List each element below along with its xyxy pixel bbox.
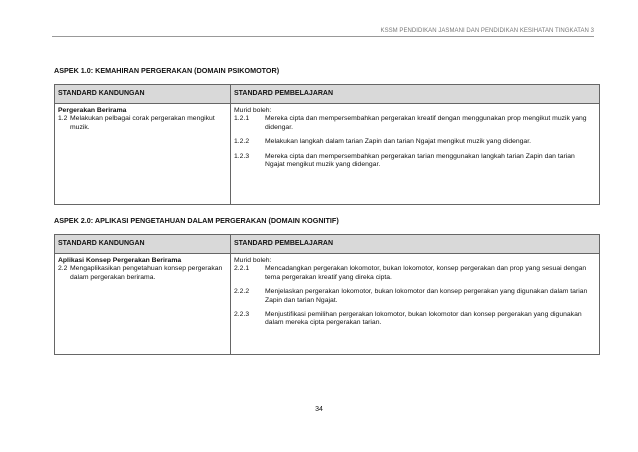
table-header-row: [55, 235, 600, 254]
aspect-2-title: ASPEK 2.0: APLIKASI PENGETAHUAN DALAM PERGERAKAN (DOMAIN KOGNITIF): [54, 216, 339, 225]
item-number: 1.2.3: [234, 152, 250, 160]
item-number: 1.2.2: [234, 138, 250, 146]
header-divider: [52, 36, 594, 37]
pembelajaran-intro: Murid boleh:: [234, 257, 272, 264]
pembelajaran-item: [234, 311, 596, 328]
header-standard-kandungan: STANDARD KANDUNGAN: [55, 85, 231, 104]
header-standard-pembelajaran: STANDARD PEMBELAJARAN: [231, 85, 600, 104]
aspect-1-table: [54, 84, 600, 205]
pembelajaran-cell: [231, 254, 600, 355]
aspect-2-table: [54, 234, 600, 355]
page-number: 34: [315, 406, 323, 413]
pembelajaran-cell: [231, 104, 600, 205]
item-text: Menjustifikasi pemilihan pergerakan lokomotor, bukan lokomotor dan konsep pergerakan yang digunakan dalam mereka cipta pergerakan tarian.: [265, 311, 582, 327]
item-number: 2.2.2: [234, 288, 250, 296]
running-header: KSSM PENDIDIKAN JASMANI DAN PENDIDIKAN KESIHATAN TINGKATAN 3: [380, 28, 594, 34]
item-number: 1.2.1: [234, 115, 250, 123]
kandungan-cell: [55, 254, 231, 355]
aspect-1-title: ASPEK 1.0: KEMAHIRAN PERGERAKAN (DOMAIN PSIKOMOTOR): [54, 66, 280, 75]
item-text: Mencadangkan pergerakan lokomotor, bukan lokomotor, konsep pergerakan dan prop yang sesuai dengan tema pergerakan kreatif yang direka cipta.: [265, 265, 587, 281]
kandungan-text: Mengaplikasikan pengetahuan konsep pergerakan dalam pergerakan berirama.: [70, 265, 223, 281]
kandungan-cell: [55, 104, 231, 205]
kandungan-title: Aplikasi Konsep Pergerakan Berirama: [58, 257, 182, 264]
table-row: [55, 254, 600, 355]
kandungan-item: [58, 265, 227, 282]
item-text: Mereka cipta dan mempersembahkan pergerakan tarian menggunakan langkah tarian Zapin dan tarian Ngajat mengikut muzik yang didengar.: [265, 152, 575, 169]
kandungan-item: [58, 115, 227, 132]
table-row: [55, 104, 600, 205]
pembelajaran-item: [234, 115, 596, 132]
header-standard-kandungan: STANDARD KANDUNGAN: [55, 235, 231, 254]
item-text: Mereka cipta dan mempersembahkan pergerakan kreatif dengan menggunakan prop mengikut muzik yang didengar.: [265, 115, 587, 131]
kandungan-number: 2.2: [58, 265, 68, 273]
item-text: Melakukan langkah dalam tarian Zapin dan tarian Ngajat mengikut muzik yang didengar.: [265, 138, 531, 146]
kandungan-text: Melakukan pelbagai corak pergerakan mengikut muzik.: [70, 115, 215, 131]
item-number: 2.2.3: [234, 311, 250, 319]
header-standard-pembelajaran: STANDARD PEMBELAJARAN: [231, 235, 600, 254]
pembelajaran-item: [234, 138, 596, 146]
pembelajaran-intro: Murid boleh:: [234, 107, 272, 114]
pembelajaran-item: [234, 265, 596, 282]
item-text: Menjelaskan pergerakan lokomotor, bukan lokomotor dan konsep pergerakan yang digunakan dalam tarian Zapin dan tarian Ngajat.: [265, 288, 588, 304]
table-header-row: [55, 85, 600, 104]
kandungan-number: 1.2: [58, 115, 68, 123]
kandungan-title: Pergerakan Berirama: [58, 107, 127, 114]
pembelajaran-item: [234, 288, 596, 305]
item-number: 2.2.1: [234, 265, 250, 273]
pembelajaran-item: [234, 153, 596, 170]
